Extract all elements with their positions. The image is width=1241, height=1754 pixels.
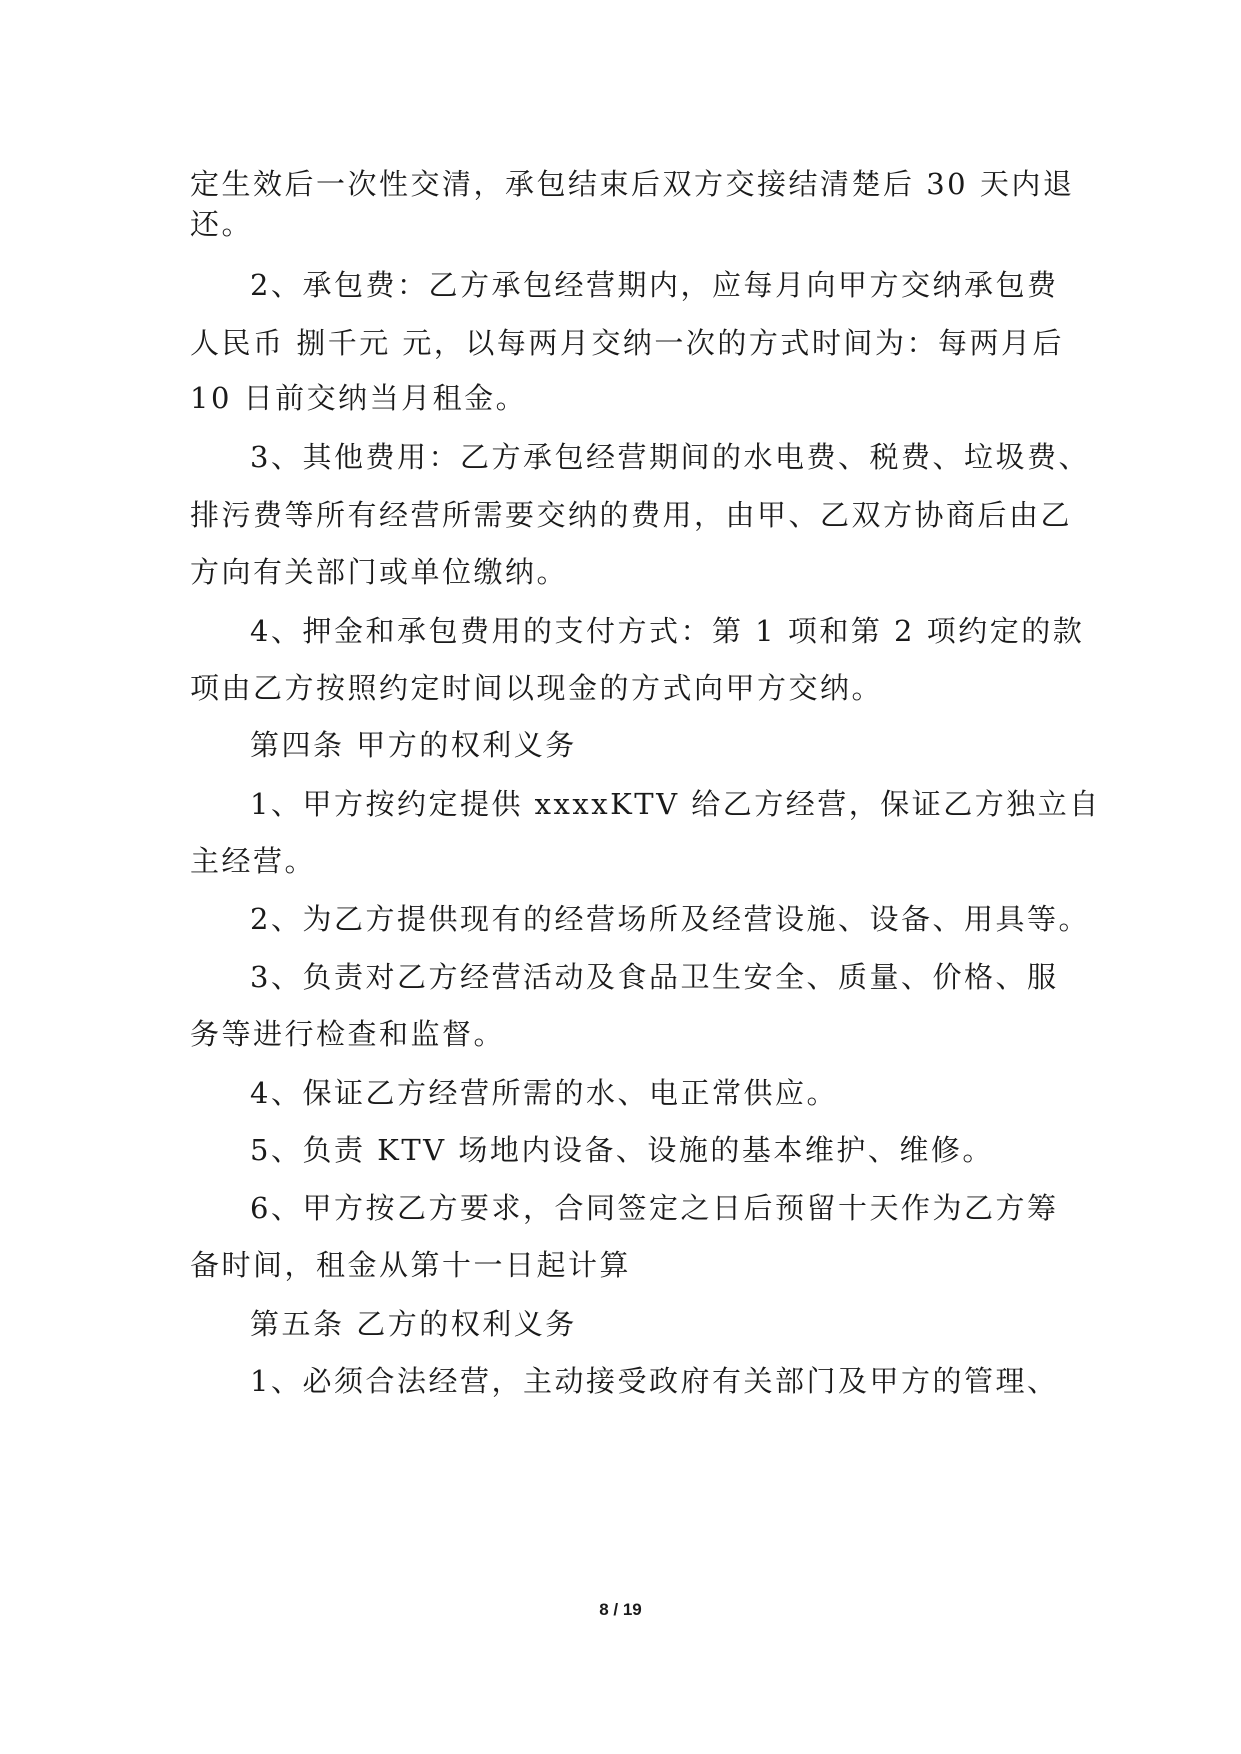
body-text-line: 方向有关部门或单位缴纳。 [190, 555, 569, 589]
clause-text-line: 1、必须合法经营，主动接受政府有关部门及甲方的管理、 [250, 1364, 1059, 1398]
clause-text-line: 3、其他费用：乙方承包经营期间的水电费、税费、垃圾费、 [250, 440, 1090, 474]
clause-text-line: 2、承包费：乙方承包经营期内，应每月向甲方交纳承包费 [250, 268, 1059, 302]
clause-text-line: 5、负责 KTV 场地内设备、设施的基本维护、维修。 [250, 1133, 994, 1167]
body-text-line: 还。 [190, 207, 254, 241]
clause-text-line: 6、甲方按乙方要求，合同签定之日后预留十天作为乙方筹 [250, 1191, 1059, 1225]
section-heading: 第五条 乙方的权利义务 [250, 1307, 577, 1341]
section-heading: 第四条 甲方的权利义务 [250, 728, 577, 762]
body-text-line: 排污费等所有经营所需要交纳的费用，由甲、乙双方协商后由乙 [190, 498, 1073, 532]
page-number: 8 / 19 [599, 1600, 642, 1619]
body-text-line: 备时间，租金从第十一日起计算 [190, 1248, 632, 1282]
clause-text-line: 4、保证乙方经营所需的水、电正常供应。 [250, 1076, 838, 1110]
clause-text-line: 1、甲方按约定提供 xxxxKTV 给乙方经营，保证乙方独立自 [250, 787, 1101, 821]
body-text-line: 人民币 捌千元 元，以每两月交纳一次的方式时间为：每两月后 [190, 326, 1064, 360]
clause-text-line: 3、负责对乙方经营活动及食品卫生安全、质量、价格、服 [250, 960, 1059, 994]
clause-text-line: 4、押金和承包费用的支付方式：第 1 项和第 2 项约定的款 [250, 614, 1085, 648]
body-text-line: 10 日前交纳当月租金。 [190, 381, 528, 415]
body-text-line: 项由乙方按照约定时间以现金的方式向甲方交纳。 [190, 671, 884, 705]
body-text-line: 主经营。 [190, 844, 317, 878]
body-text-line: 务等进行检查和监督。 [190, 1017, 506, 1051]
clause-text-line: 2、为乙方提供现有的经营场所及经营设施、设备、用具等。 [250, 902, 1090, 936]
body-text-line: 定生效后一次性交清，承包结束后双方交接结清楚后 30 天内退 [190, 167, 1075, 201]
